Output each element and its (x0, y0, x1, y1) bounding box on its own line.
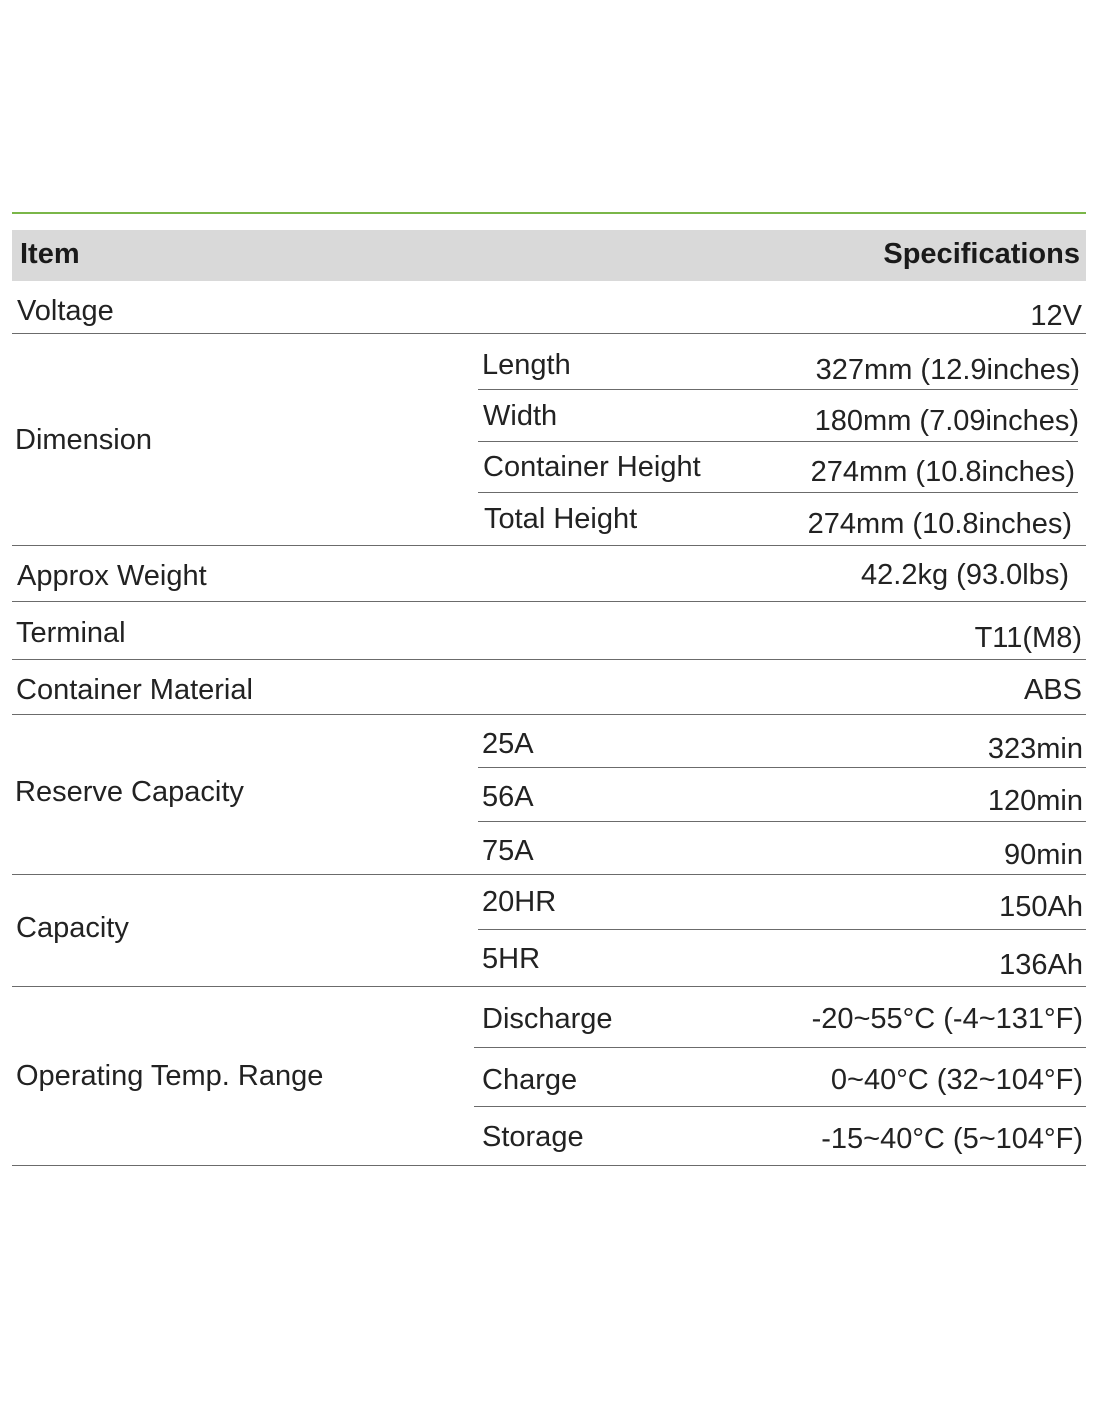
reserve-25a-label: 25A (482, 728, 534, 760)
capacity-5hr-label: 5HR (482, 943, 541, 975)
storage-label: Storage (482, 1121, 584, 1153)
storage-value: -15~40°C (5~104°F) (821, 1123, 1083, 1155)
dimension-label: Dimension (15, 424, 152, 456)
header-item: Item (20, 238, 80, 270)
voltage-label: Voltage (17, 295, 114, 327)
material-label: Container Material (16, 674, 253, 706)
reserve-56a-value: 120min (987, 785, 1083, 817)
reserve-25a-value: 323min (987, 733, 1083, 765)
sub-divider (474, 1106, 1086, 1107)
capacity-20hr-label: 20HR (482, 886, 557, 918)
width-label: Width (483, 400, 558, 432)
weight-label: Approx Weight (17, 560, 207, 592)
sub-divider (478, 929, 1086, 930)
row-divider (12, 659, 1086, 660)
top-accent-rule (12, 212, 1086, 214)
temp-range-label: Operating Temp. Range (16, 1060, 324, 1092)
row-divider (12, 601, 1086, 602)
total-height-value: 274mm (10.8inches) (807, 508, 1072, 540)
container-height-label: Container Height (483, 451, 701, 483)
row-divider (12, 874, 1086, 875)
row-divider (12, 333, 1086, 334)
total-height-label: Total Height (484, 503, 638, 535)
capacity-label: Capacity (16, 912, 129, 944)
width-value: 180mm (7.09inches) (814, 405, 1079, 437)
capacity-5hr-value: 136Ah (999, 949, 1083, 981)
capacity-20hr-value: 150Ah (999, 891, 1083, 923)
reserve-capacity-label: Reserve Capacity (15, 776, 244, 808)
row-divider (12, 1165, 1086, 1166)
discharge-label: Discharge (482, 1003, 613, 1035)
length-value: 327mm (12.9inches) (815, 354, 1080, 386)
row-divider (12, 545, 1086, 546)
sub-divider (478, 821, 1086, 822)
reserve-56a-label: 56A (482, 781, 534, 813)
row-divider (12, 714, 1086, 715)
discharge-value: -20~55°C (-4~131°F) (811, 1003, 1083, 1035)
sub-divider (478, 389, 1078, 390)
material-value: ABS (1023, 674, 1082, 706)
container-height-value: 274mm (10.8inches) (810, 456, 1075, 488)
sub-divider (474, 1047, 1086, 1048)
voltage-value: 12V (1030, 300, 1082, 332)
sub-divider (478, 441, 1078, 442)
row-divider (12, 986, 1086, 987)
sub-divider (478, 492, 1078, 493)
terminal-label: Terminal (16, 617, 126, 649)
terminal-value: T11(M8) (974, 622, 1082, 654)
length-label: Length (482, 349, 571, 381)
reserve-75a-value: 90min (1004, 839, 1083, 871)
header-specifications: Specifications (883, 238, 1080, 270)
sub-divider (478, 767, 1086, 768)
table-header (12, 230, 1086, 281)
charge-value: 0~40°C (32~104°F) (830, 1064, 1083, 1096)
reserve-75a-label: 75A (482, 835, 534, 867)
weight-value: 42.2kg (93.0lbs) (861, 559, 1069, 591)
charge-label: Charge (482, 1064, 578, 1096)
